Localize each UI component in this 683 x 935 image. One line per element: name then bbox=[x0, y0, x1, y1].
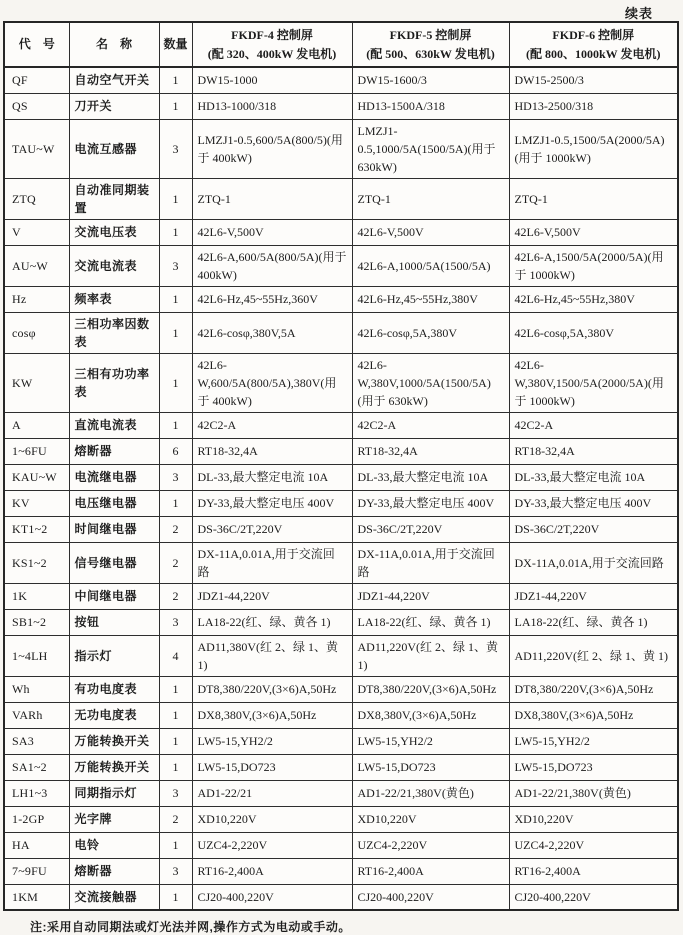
cell-qty: 2 bbox=[159, 516, 192, 542]
cell-fkdf4: LW5-15,YH2/2 bbox=[192, 728, 352, 754]
cell-code: cosφ bbox=[4, 312, 69, 353]
cell-code: KS1~2 bbox=[4, 542, 69, 583]
cell-fkdf4: XD10,220V bbox=[192, 806, 352, 832]
cell-fkdf5: UZC4-2,220V bbox=[352, 832, 509, 858]
cell-qty: 2 bbox=[159, 583, 192, 609]
table-row bbox=[4, 754, 678, 780]
cell-qty: 1 bbox=[159, 754, 192, 780]
cell-qty: 3 bbox=[159, 464, 192, 490]
cell-fkdf4: LW5-15,DO723 bbox=[192, 754, 352, 780]
cell-code: 7~9FU bbox=[4, 858, 69, 884]
cell-qty: 6 bbox=[159, 438, 192, 464]
table-row bbox=[4, 635, 678, 676]
cell-fkdf6: 42L6-A,1500/5A(2000/5A)(用于 1000kW) bbox=[509, 245, 678, 286]
table-row bbox=[4, 728, 678, 754]
cell-fkdf5: XD10,220V bbox=[352, 806, 509, 832]
cell-fkdf4: HD13-1000/318 bbox=[192, 93, 352, 119]
cell-fkdf6: JDZ1-44,220V bbox=[509, 583, 678, 609]
cell-name: 三相功率因数表 bbox=[69, 312, 159, 353]
col-header-fkdf6 bbox=[509, 22, 678, 67]
cell-name: 中间继电器 bbox=[69, 583, 159, 609]
cell-fkdf6: AD1-22/21,380V(黄色) bbox=[509, 780, 678, 806]
cell-fkdf6: 42L6-Hz,45~55Hz,380V bbox=[509, 286, 678, 312]
col-header-qty: 数量 bbox=[159, 22, 192, 67]
col-header-fkdf4-title: FKDF-4 控制屏 bbox=[231, 27, 313, 42]
col-header-name: 名 称 bbox=[69, 22, 159, 67]
cell-name: 直流电流表 bbox=[69, 412, 159, 438]
cell-fkdf5: DX8,380V,(3×6)A,50Hz bbox=[352, 702, 509, 728]
cell-qty: 1 bbox=[159, 728, 192, 754]
cell-fkdf4: DX8,380V,(3×6)A,50Hz bbox=[192, 702, 352, 728]
cell-name: 自动空气开关 bbox=[69, 67, 159, 93]
cell-code: A bbox=[4, 412, 69, 438]
cell-qty: 3 bbox=[159, 245, 192, 286]
cell-name: 光字牌 bbox=[69, 806, 159, 832]
cell-fkdf6: CJ20-400,220V bbox=[509, 884, 678, 910]
cell-code: KAU~W bbox=[4, 464, 69, 490]
cell-code: Wh bbox=[4, 676, 69, 702]
cell-qty: 3 bbox=[159, 858, 192, 884]
cell-name: 交流电流表 bbox=[69, 245, 159, 286]
cell-fkdf6: 42C2-A bbox=[509, 412, 678, 438]
col-header-code: 代 号 bbox=[4, 22, 69, 67]
cell-fkdf6: AD11,220V(红 2、绿 1、黄 1) bbox=[509, 635, 678, 676]
cell-code: SB1~2 bbox=[4, 609, 69, 635]
cell-qty: 3 bbox=[159, 780, 192, 806]
cell-fkdf5: DS-36C/2T,220V bbox=[352, 516, 509, 542]
table-row bbox=[4, 464, 678, 490]
continued-table-label: 续表 bbox=[624, 6, 653, 21]
cell-qty: 1 bbox=[159, 219, 192, 245]
cell-fkdf5: LA18-22(红、绿、黄各 1) bbox=[352, 609, 509, 635]
cell-qty: 1 bbox=[159, 93, 192, 119]
col-header-fkdf5-subtitle: (配 500、630kW 发电机) bbox=[366, 46, 495, 61]
cell-name: 电压继电器 bbox=[69, 490, 159, 516]
cell-fkdf4: DX-11A,0.01A,用于交流回路 bbox=[192, 542, 352, 583]
cell-code: ZTQ bbox=[4, 178, 69, 219]
cell-name: 万能转换开关 bbox=[69, 728, 159, 754]
cell-fkdf5: HD13-1500A/318 bbox=[352, 93, 509, 119]
cell-code: AU~W bbox=[4, 245, 69, 286]
cell-fkdf6: DW15-2500/3 bbox=[509, 67, 678, 93]
cell-fkdf6: 42L6-V,500V bbox=[509, 219, 678, 245]
cell-fkdf4: AD11,380V(红 2、绿 1、黄 1) bbox=[192, 635, 352, 676]
cell-fkdf5: DX-11A,0.01A,用于交流回路 bbox=[352, 542, 509, 583]
cell-fkdf5: 42L6-V,500V bbox=[352, 219, 509, 245]
col-header-fkdf5 bbox=[352, 22, 509, 67]
cell-name: 三相有功功率表 bbox=[69, 353, 159, 412]
cell-fkdf6: HD13-2500/318 bbox=[509, 93, 678, 119]
cell-fkdf5: 42C2-A bbox=[352, 412, 509, 438]
cell-fkdf6: DS-36C/2T,220V bbox=[509, 516, 678, 542]
cell-fkdf6: LW5-15,DO723 bbox=[509, 754, 678, 780]
cell-fkdf6: DY-33,最大整定电压 400V bbox=[509, 490, 678, 516]
cell-fkdf4: DW15-1000 bbox=[192, 67, 352, 93]
cell-code: Hz bbox=[4, 286, 69, 312]
cell-qty: 1 bbox=[159, 286, 192, 312]
table-row bbox=[4, 542, 678, 583]
cell-fkdf5: ZTQ-1 bbox=[352, 178, 509, 219]
table-row bbox=[4, 702, 678, 728]
cell-name: 电流互感器 bbox=[69, 119, 159, 178]
cell-name: 时间继电器 bbox=[69, 516, 159, 542]
cell-code: KT1~2 bbox=[4, 516, 69, 542]
cell-fkdf4: ZTQ-1 bbox=[192, 178, 352, 219]
cell-fkdf5: 42L6-A,1000/5A(1500/5A) bbox=[352, 245, 509, 286]
cell-qty: 1 bbox=[159, 676, 192, 702]
cell-code: 1~4LH bbox=[4, 635, 69, 676]
cell-fkdf6: DX8,380V,(3×6)A,50Hz bbox=[509, 702, 678, 728]
cell-fkdf5: LW5-15,DO723 bbox=[352, 754, 509, 780]
cell-fkdf6: ZTQ-1 bbox=[509, 178, 678, 219]
cell-code: QF bbox=[4, 67, 69, 93]
cell-fkdf5: LMZJ1-0.5,1000/5A(1500/5A)(用于 630kW) bbox=[352, 119, 509, 178]
cell-fkdf4: 42C2-A bbox=[192, 412, 352, 438]
table-row bbox=[4, 832, 678, 858]
cell-fkdf4: DT8,380/220V,(3×6)A,50Hz bbox=[192, 676, 352, 702]
cell-qty: 1 bbox=[159, 702, 192, 728]
cell-fkdf4: LA18-22(红、绿、黄各 1) bbox=[192, 609, 352, 635]
table-row bbox=[4, 583, 678, 609]
table-row bbox=[4, 178, 678, 219]
cell-fkdf6: DT8,380/220V,(3×6)A,50Hz bbox=[509, 676, 678, 702]
cell-fkdf4: DL-33,最大整定电流 10A bbox=[192, 464, 352, 490]
cell-name: 万能转换开关 bbox=[69, 754, 159, 780]
cell-fkdf6: RT16-2,400A bbox=[509, 858, 678, 884]
table-row bbox=[4, 245, 678, 286]
cell-fkdf4: DY-33,最大整定电压 400V bbox=[192, 490, 352, 516]
cell-qty: 2 bbox=[159, 806, 192, 832]
cell-code: VARh bbox=[4, 702, 69, 728]
col-header-fkdf5-title: FKDF-5 控制屏 bbox=[389, 27, 472, 42]
cell-fkdf4: CJ20-400,220V bbox=[192, 884, 352, 910]
cell-fkdf4: 42L6-V,500V bbox=[192, 219, 352, 245]
cell-fkdf5: DY-33,最大整定电压 400V bbox=[352, 490, 509, 516]
cell-name: 电铃 bbox=[69, 832, 159, 858]
cell-code: SA3 bbox=[4, 728, 69, 754]
cell-fkdf6: LMZJ1-0.5,1500/5A(2000/5A)(用于 1000kW) bbox=[509, 119, 678, 178]
table-row bbox=[4, 858, 678, 884]
cell-qty: 3 bbox=[159, 119, 192, 178]
cell-code: 1K bbox=[4, 583, 69, 609]
cell-fkdf5: AD11,220V(红 2、绿 1、黄 1) bbox=[352, 635, 509, 676]
table-row bbox=[4, 93, 678, 119]
cell-code: LH1~3 bbox=[4, 780, 69, 806]
cell-fkdf5: 42L6-W,380V,1000/5A(1500/5A)(用于 630kW) bbox=[352, 353, 509, 412]
cell-qty: 4 bbox=[159, 635, 192, 676]
cell-name: 指示灯 bbox=[69, 635, 159, 676]
table-row bbox=[4, 516, 678, 542]
header-row bbox=[4, 22, 678, 67]
cell-fkdf6: LA18-22(红、绿、黄各 1) bbox=[509, 609, 678, 635]
cell-name: 熔断器 bbox=[69, 858, 159, 884]
cell-fkdf4: UZC4-2,220V bbox=[192, 832, 352, 858]
cell-fkdf6: DX-11A,0.01A,用于交流回路 bbox=[509, 542, 678, 583]
cell-fkdf6: LW5-15,YH2/2 bbox=[509, 728, 678, 754]
cell-qty: 1 bbox=[159, 67, 192, 93]
cell-name: 自动准同期装置 bbox=[69, 178, 159, 219]
table-row bbox=[4, 806, 678, 832]
cell-name: 电流继电器 bbox=[69, 464, 159, 490]
cell-qty: 1 bbox=[159, 490, 192, 516]
cell-qty: 1 bbox=[159, 178, 192, 219]
cell-name: 频率表 bbox=[69, 286, 159, 312]
cell-fkdf5: CJ20-400,220V bbox=[352, 884, 509, 910]
col-header-fkdf4-subtitle: (配 320、400kW 发电机) bbox=[207, 46, 337, 61]
cell-fkdf5: RT16-2,400A bbox=[352, 858, 509, 884]
cell-fkdf5: DW15-1600/3 bbox=[352, 67, 509, 93]
cell-fkdf5: JDZ1-44,220V bbox=[352, 583, 509, 609]
cell-fkdf4: 42L6-W,600/5A(800/5A),380V(用于 400kW) bbox=[192, 353, 352, 412]
cell-fkdf5: DT8,380/220V,(3×6)A,50Hz bbox=[352, 676, 509, 702]
cell-fkdf6: 42L6-cosφ,5A,380V bbox=[509, 312, 678, 353]
cell-code: TAU~W bbox=[4, 119, 69, 178]
cell-qty: 1 bbox=[159, 412, 192, 438]
cell-fkdf4: 42L6-Hz,45~55Hz,360V bbox=[192, 286, 352, 312]
cell-fkdf5: AD1-22/21,380V(黄色) bbox=[352, 780, 509, 806]
cell-name: 同期指示灯 bbox=[69, 780, 159, 806]
cell-qty: 1 bbox=[159, 884, 192, 910]
cell-code: KW bbox=[4, 353, 69, 412]
cell-fkdf4: AD1-22/21 bbox=[192, 780, 352, 806]
cell-fkdf6: DL-33,最大整定电流 10A bbox=[509, 464, 678, 490]
cell-name: 刀开关 bbox=[69, 93, 159, 119]
cell-qty: 1 bbox=[159, 832, 192, 858]
cell-fkdf5: RT18-32,4A bbox=[352, 438, 509, 464]
col-header-fkdf6-title: FKDF-6 控制屏 bbox=[552, 27, 635, 42]
cell-name: 无功电度表 bbox=[69, 702, 159, 728]
cell-code: HA bbox=[4, 832, 69, 858]
table-row bbox=[4, 676, 678, 702]
cell-fkdf5: DL-33,最大整定电流 10A bbox=[352, 464, 509, 490]
cell-code: KV bbox=[4, 490, 69, 516]
cell-name: 按钮 bbox=[69, 609, 159, 635]
table-row bbox=[4, 609, 678, 635]
cell-name: 交流电压表 bbox=[69, 219, 159, 245]
table-row bbox=[4, 780, 678, 806]
cell-qty: 1 bbox=[159, 312, 192, 353]
cell-fkdf4: 42L6-A,600/5A(800/5A)(用于 400kW) bbox=[192, 245, 352, 286]
cell-qty: 1 bbox=[159, 353, 192, 412]
cell-fkdf4: JDZ1-44,220V bbox=[192, 583, 352, 609]
table-row bbox=[4, 490, 678, 516]
cell-code: V bbox=[4, 219, 69, 245]
col-header-fkdf6-subtitle: (配 800、1000kW 发电机) bbox=[526, 46, 661, 61]
cell-fkdf5: 42L6-cosφ,5A,380V bbox=[352, 312, 509, 353]
cell-fkdf5: 42L6-Hz,45~55Hz,380V bbox=[352, 286, 509, 312]
table-row bbox=[4, 884, 678, 910]
cell-fkdf5: LW5-15,YH2/2 bbox=[352, 728, 509, 754]
cell-name: 熔断器 bbox=[69, 438, 159, 464]
cell-code: 1KM bbox=[4, 884, 69, 910]
table-row bbox=[4, 219, 678, 245]
cell-qty: 2 bbox=[159, 542, 192, 583]
cell-code: 1-2GP bbox=[4, 806, 69, 832]
cell-fkdf4: RT16-2,400A bbox=[192, 858, 352, 884]
cell-fkdf4: LMZJ1-0.5,600/5A(800/5)(用于 400kW) bbox=[192, 119, 352, 178]
cell-fkdf6: XD10,220V bbox=[509, 806, 678, 832]
footnote: 注:采用自动同期法或灯光法并网,操作方式为电动或手动。 bbox=[30, 920, 351, 934]
table-header bbox=[4, 22, 678, 67]
cell-fkdf6: RT18-32,4A bbox=[509, 438, 678, 464]
cell-fkdf6: 42L6-W,380V,1500/5A(2000/5A)(用于 1000kW) bbox=[509, 353, 678, 412]
table-body bbox=[4, 67, 678, 910]
table-row bbox=[4, 438, 678, 464]
cell-fkdf4: DS-36C/2T,220V bbox=[192, 516, 352, 542]
table-row bbox=[4, 67, 678, 93]
cell-name: 有功电度表 bbox=[69, 676, 159, 702]
cell-name: 交流接触器 bbox=[69, 884, 159, 910]
table-row bbox=[4, 312, 678, 353]
cell-fkdf4: RT18-32,4A bbox=[192, 438, 352, 464]
cell-fkdf6: UZC4-2,220V bbox=[509, 832, 678, 858]
cell-qty: 3 bbox=[159, 609, 192, 635]
cell-code: QS bbox=[4, 93, 69, 119]
table-row bbox=[4, 286, 678, 312]
cell-code: 1~6FU bbox=[4, 438, 69, 464]
table-row bbox=[4, 119, 678, 178]
col-header-fkdf4 bbox=[192, 22, 352, 67]
cell-code: SA1~2 bbox=[4, 754, 69, 780]
table-row bbox=[4, 412, 678, 438]
cell-name: 信号继电器 bbox=[69, 542, 159, 583]
table-row bbox=[4, 353, 678, 412]
equipment-spec-table bbox=[3, 21, 679, 911]
cell-fkdf4: 42L6-cosφ,380V,5A bbox=[192, 312, 352, 353]
